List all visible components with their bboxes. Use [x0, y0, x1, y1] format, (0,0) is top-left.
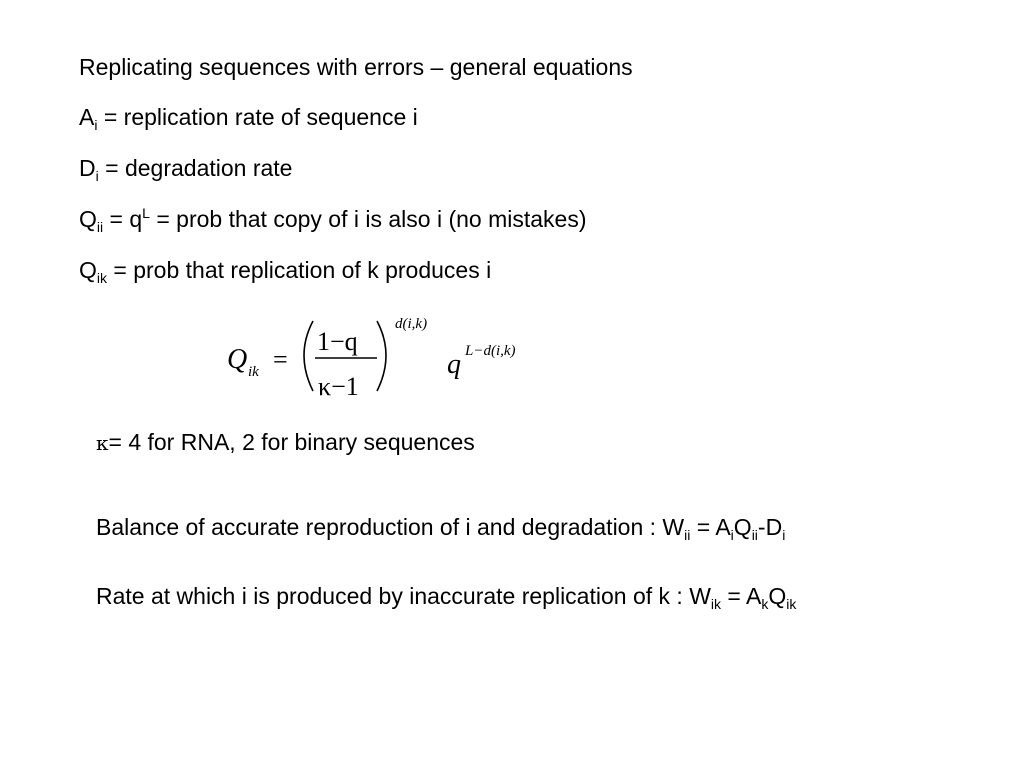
subscript: ii — [684, 527, 691, 543]
formula-exponent-2: L−d(i,k) — [465, 343, 516, 359]
balance-line — [96, 514, 786, 543]
subscript: ik — [96, 270, 108, 286]
subscript: i — [782, 527, 786, 543]
left-paren — [304, 321, 313, 391]
formula-denominator: κ−1 — [318, 372, 359, 401]
formula-exponent-1: d(i,k) — [395, 316, 428, 332]
kappa-symbol: κ — [96, 431, 109, 455]
rate-text: Rate at which i is produced by inaccurate replication of k : W — [96, 583, 711, 609]
right-paren — [377, 321, 386, 391]
symbol: Q — [79, 206, 97, 232]
subscript: i — [95, 168, 99, 184]
balance-text: Balance of accurate reproduction of i and degradation : W — [96, 514, 685, 540]
definition-text: = prob that copy of i is also i (no mistakes) — [149, 206, 587, 232]
formula-numerator: 1−q — [317, 327, 358, 356]
formula-lhs: Q — [227, 344, 248, 375]
formula-equals: = — [273, 345, 288, 374]
symbol: A — [79, 104, 95, 130]
subscript: i — [730, 527, 734, 543]
definition-qik — [79, 257, 492, 286]
definition-text: = replication rate of sequence i — [97, 104, 418, 130]
subscript: k — [761, 596, 769, 612]
subscript: ik — [786, 596, 797, 612]
definition-d — [79, 155, 293, 184]
minus-d: -D — [757, 514, 783, 540]
definition-qii — [79, 205, 587, 235]
definition-text: = prob that replication of k produces i — [107, 257, 492, 283]
subscript: i — [94, 117, 98, 133]
definition-a — [79, 104, 418, 133]
subscript: ik — [710, 596, 722, 612]
slide-title — [79, 56, 633, 79]
kappa-note — [96, 431, 475, 454]
kappa-text: = 4 for RNA, 2 for binary sequences — [108, 429, 475, 455]
subscript: ii — [751, 527, 758, 543]
formula-base-q: q — [447, 349, 461, 380]
qik-formula — [215, 305, 555, 405]
formula-lhs-sub: ik — [248, 364, 259, 380]
symbol-q: Q — [768, 583, 787, 609]
equals-q: = q — [103, 206, 143, 232]
equals-a: = A — [690, 514, 731, 540]
title-text: Replicating sequences with errors – general equations — [79, 54, 633, 80]
superscript: L — [142, 205, 150, 221]
subscript: ii — [96, 219, 104, 235]
equals-a: = A — [721, 583, 762, 609]
rate-line — [96, 583, 797, 612]
symbol: Q — [79, 257, 97, 283]
definition-text: = degradation rate — [98, 155, 293, 181]
symbol: D — [79, 155, 96, 181]
symbol-q: Q — [733, 514, 752, 540]
